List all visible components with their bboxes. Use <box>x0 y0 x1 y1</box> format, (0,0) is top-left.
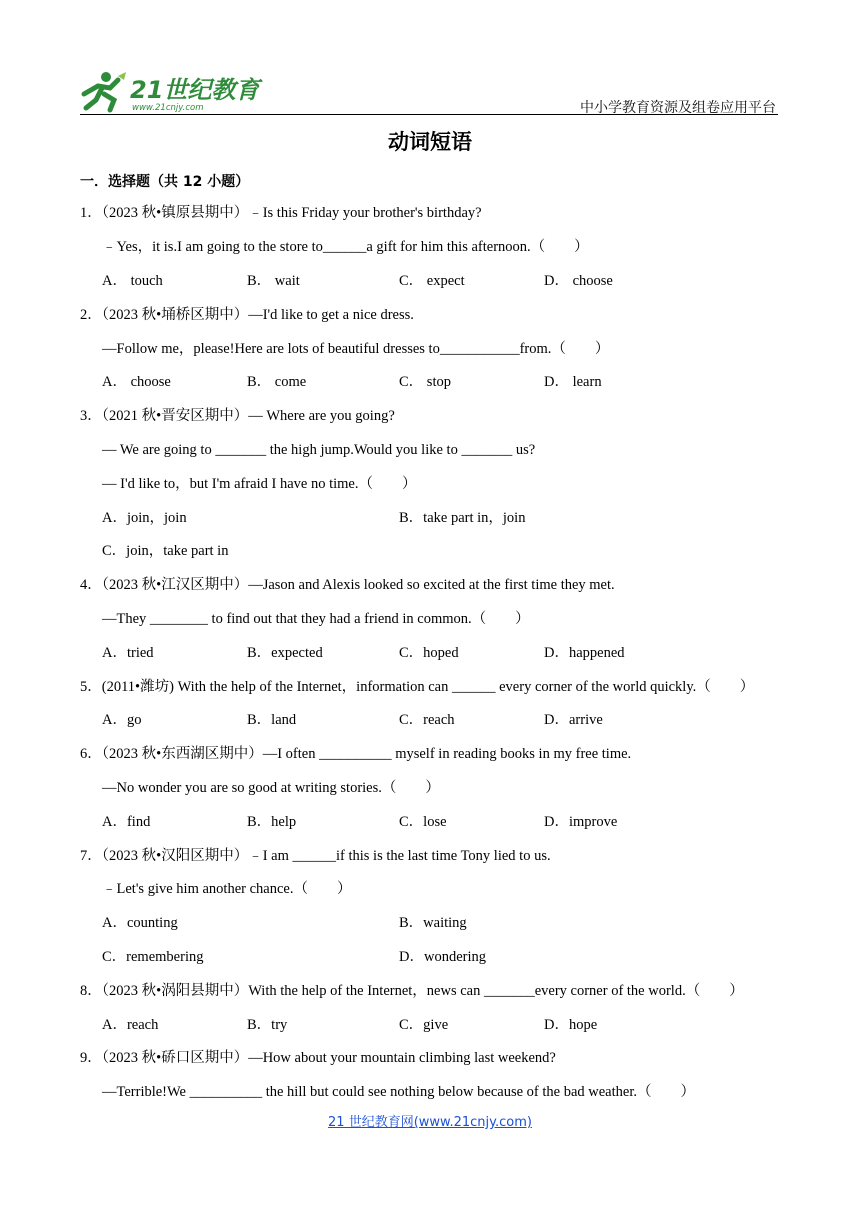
question-4-option-a[interactable]: A．tried <box>102 645 154 661</box>
question-2-stem: 2．（2023 秋•埇桥区期中）—I'd like to get a nice dress. <box>80 307 414 323</box>
logo-url: www.21cnjy.com <box>132 103 204 113</box>
question-4-option-d[interactable]: D．happened <box>544 645 625 661</box>
question-2-option-c[interactable]: C． stop <box>399 374 451 390</box>
question-1-line: ﹣Yes，it is.I am going to the store to______a gift for him this afternoon.（ ） <box>102 239 589 255</box>
question-9-line: —Terrible!We __________ the hill but could see nothing below because of the bad weather.（ ） <box>102 1084 695 1100</box>
question-3-option-b[interactable]: B．take part in，join <box>399 510 526 526</box>
question-9-stem: 9．（2023 秋•硚口区期中）—How about your mountain climbing last weekend? <box>80 1050 556 1066</box>
question-6-line: —No wonder you are so good at writing stories.（ ） <box>102 780 440 796</box>
brand-logo <box>80 68 260 114</box>
question-2-option-d[interactable]: D． learn <box>544 374 602 390</box>
question-6-option-d[interactable]: D．improve <box>544 814 618 830</box>
page-header <box>80 68 778 116</box>
question-1-option-a[interactable]: A． touch <box>102 273 163 289</box>
question-7-line: ﹣Let's give him another chance.（ ） <box>102 881 352 897</box>
question-5-option-a[interactable]: A．go <box>102 712 142 728</box>
section-heading: 一．选择题（共 12 小题） <box>80 174 250 190</box>
question-2-line: —Follow me，please!Here are lots of beautiful dresses to___________from.（ ） <box>102 341 610 357</box>
question-6-option-c[interactable]: C．lose <box>399 814 447 830</box>
question-1-stem: 1．（2023 秋•镇原县期中）﹣Is this Friday your brother's birthday? <box>80 205 482 221</box>
question-3-option-a[interactable]: A．join，join <box>102 510 187 526</box>
question-1-option-c[interactable]: C． expect <box>399 273 465 289</box>
question-3-stem: 3．（2021 秋•晋安区期中）— Where are you going? <box>80 408 395 424</box>
question-5-stem: 5．(2011•潍坊) With the help of the Internet，information can ______ every corner of the world quickly.（ ） <box>80 679 755 695</box>
question-8-option-b[interactable]: B．try <box>247 1017 288 1033</box>
question-7-option-c[interactable]: C．remembering <box>102 949 204 965</box>
question-6-stem: 6．（2023 秋•东西湖区期中）—I often __________ myself in reading books in my free time. <box>80 746 632 762</box>
question-7-option-a[interactable]: A．counting <box>102 915 178 931</box>
question-4-line: —They ________ to find out that they had a friend in common.（ ） <box>102 611 530 627</box>
question-5-option-b[interactable]: B．land <box>247 712 297 728</box>
page-title: 动词短语 <box>388 130 472 154</box>
header-platform-text: 中小学教育资源及组卷应用平台 <box>580 100 776 116</box>
question-8-option-c[interactable]: C．give <box>399 1017 449 1033</box>
question-7-option-b[interactable]: B．waiting <box>399 915 467 931</box>
question-3-option-c[interactable]: C．join，take part in <box>102 543 229 559</box>
question-4-option-c[interactable]: C．hoped <box>399 645 459 661</box>
question-8-stem: 8．（2023 秋•涡阳县期中）With the help of the Internet，news can _______every corner of the world.（ ） <box>80 983 744 999</box>
header-divider <box>80 114 778 115</box>
question-2-option-a[interactable]: A． choose <box>102 374 171 390</box>
question-7-option-d[interactable]: D．wondering <box>399 949 486 965</box>
question-7-stem: 7．（2023 秋•汉阳区期中）﹣I am ______if this is the last time Tony lied to us. <box>80 848 551 864</box>
question-8-option-d[interactable]: D．hope <box>544 1017 598 1033</box>
runner-icon <box>84 72 126 110</box>
question-4-option-b[interactable]: B．expected <box>247 645 323 661</box>
question-1-option-b[interactable]: B． wait <box>247 273 300 289</box>
question-5-option-d[interactable]: D．arrive <box>544 712 603 728</box>
question-3-line-1: — We are going to _______ the high jump.Would you like to _______ us? <box>102 442 536 458</box>
question-2-option-b[interactable]: B． come <box>247 374 307 390</box>
question-6-option-b[interactable]: B．help <box>247 814 297 830</box>
question-5-option-c[interactable]: C．reach <box>399 712 455 728</box>
question-3-line-2: — I'd like to，but I'm afraid I have no time.（ ） <box>102 476 417 492</box>
question-8-option-a[interactable]: A．reach <box>102 1017 159 1033</box>
logo-text: 21世纪教育 <box>130 76 260 104</box>
question-4-stem: 4．（2023 秋•江汉区期中）—Jason and Alexis looked so excited at the first time they met. <box>80 577 615 593</box>
footer-link[interactable]: 21 世纪教育网(www.21cnjy.com) <box>328 1115 532 1130</box>
question-6-option-a[interactable]: A．find <box>102 814 151 830</box>
question-1-option-d[interactable]: D． choose <box>544 273 613 289</box>
